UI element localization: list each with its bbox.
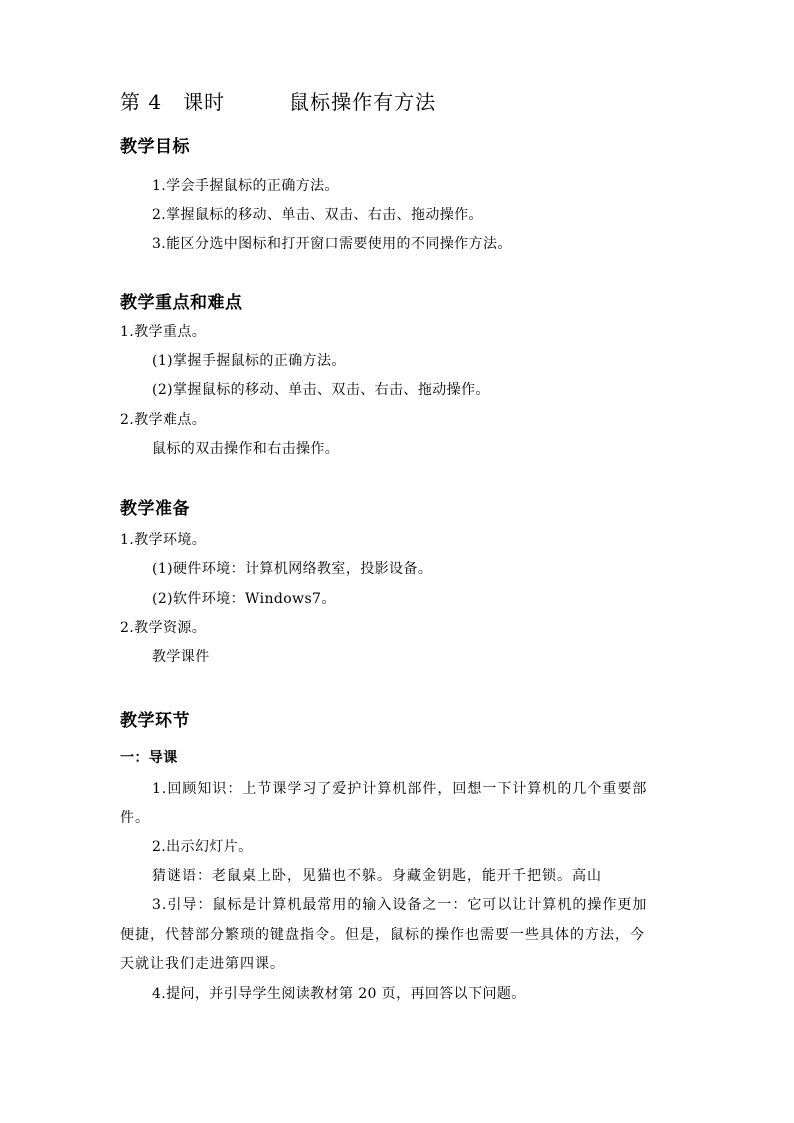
objective-item: 2.掌握鼠标的移动、单击、双击、右击、拖动操作。: [152, 207, 483, 223]
paragraph-line: 4.提问，并引导学生阅读教材第 20 页，再回答以下问题。: [152, 986, 526, 1002]
environment-item: (1)硬件环境：计算机网络教室，投影设备。: [152, 561, 433, 577]
paragraph-line: 2.出示幻灯片。: [152, 839, 253, 855]
objective-item: 3.能区分选中图标和打开窗口需要使用的不同操作方法。: [152, 236, 512, 252]
objectives-heading: 教学目标: [120, 137, 190, 157]
paragraph-line: 件。: [120, 810, 150, 826]
section-heading: 一：导课: [120, 750, 178, 766]
lesson-title: [120, 86, 436, 115]
riddle-line: 猜谜语：老鼠桌上卧，见猫也不躲。身藏金钥匙，能开千把锁。高山: [152, 868, 602, 884]
difficulty-text: 鼠标的双击操作和右击操作。: [152, 441, 340, 457]
paragraph-line: 3.引导：鼠标是计算机最常用的输入设备之一：它可以让计算机的操作更加: [152, 897, 648, 913]
difficulty-label: 2.教学难点。: [120, 412, 207, 428]
paragraph-line: 便捷，代替部分繁琐的键盘指令。但是，鼠标的操作也需要一些具体的方法，今: [120, 927, 645, 943]
key-points-heading: 教学重点和难点: [120, 293, 243, 313]
lesson-name: 鼠标操作有方法: [289, 90, 437, 114]
process-heading: 教学环节: [120, 711, 190, 731]
paragraph-line: 1.回顾知识：上节课学习了爱护计算机部件，回想一下计算机的几个重要部: [152, 781, 648, 797]
objective-item: 1.学会手握鼠标的正确方法。: [152, 178, 339, 194]
paragraph-line: 天就让我们走进第四课。: [120, 956, 285, 972]
preparation-heading: 教学准备: [120, 499, 190, 519]
lesson-number: 第 4 课时: [120, 90, 226, 114]
key-point-item: (1)掌握手握鼠标的正确方法。: [152, 353, 346, 369]
key-points-label: 1.教学重点。: [120, 324, 207, 340]
environment-label: 1.教学环境。: [120, 532, 207, 548]
resources-text: 教学课件: [152, 649, 210, 665]
resources-label: 2.教学资源。: [120, 620, 207, 636]
environment-item: (2)软件环境：Windows7。: [152, 591, 336, 607]
key-point-item: (2)掌握鼠标的移动、单击、双击、右击、拖动操作。: [152, 382, 490, 398]
